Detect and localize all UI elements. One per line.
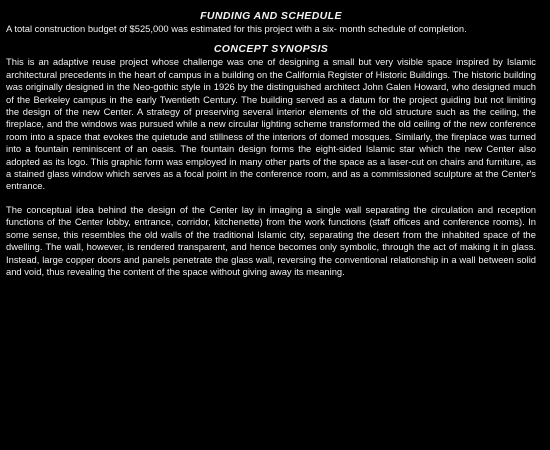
paragraph-spacer (6, 193, 536, 204)
funding-text: A total construction budget of $525,000 was estimated for this project with a six- month schedule of completion. (6, 23, 467, 34)
synopsis-paragraph-1: This is an adaptive reuse project whose challenge was one of designing a small but very visible space inspired by Islamic architectural precedents in the heart of campus in a building on the California Register of Historic Buildings. The historic building was originally designed in the Neo-gothic style in 1926 by the distinguished architect John Galen Howard, who designed much of the Berkeley campus in the early Twentieth Century. The building served as a datum for the project guiding but not limiting the design of the new Center. A strategy of preserving several interior elements of the old structure such as the ceiling, the fireplace, and the windows was pursued while a new circular lighting scheme transformed the old ceiling of the new conference room into a space that evokes the quietude and stillness of the interiors of domed mosques. Similarly, the fireplace was turned into a fountain reminiscent of an oasis. The fountain design forms the eight-sided Islamic star which the new Center also adopted as its logo. This graphic form was employed in many other parts of the space as a laser-cut on chairs and furniture, as a stained glass window which serves as a focal point in the conference room, and as a commissioned sculpture at the Center's entrance. (6, 56, 536, 192)
funding-heading: FUNDING AND SCHEDULE (200, 10, 342, 22)
section-spacer (6, 35, 536, 43)
synopsis-paragraph-2: The conceptual idea behind the design of the Center lay in imaging a single wall separating the circulation and reception functions of the Center lobby, entrance, corridor, kitchenette) from the work functions (staff offices and conference rooms). In some sense, this resembles the old walls of the traditional Islamic city, separating the desert from the inhabited space of the dwelling. The wall, however, is rendered transparent, and hence becomes only symbolic, through the act of making it in glass. Instead, large copper doors and panels penetrate the glass wall, reversing the conventional relationship in a wall between solid and void, thus revealing the content of the space without giving away its meaning. (6, 203, 536, 277)
document-page (6, 10, 536, 278)
synopsis-heading: CONCEPT SYNOPSIS (213, 43, 329, 56)
